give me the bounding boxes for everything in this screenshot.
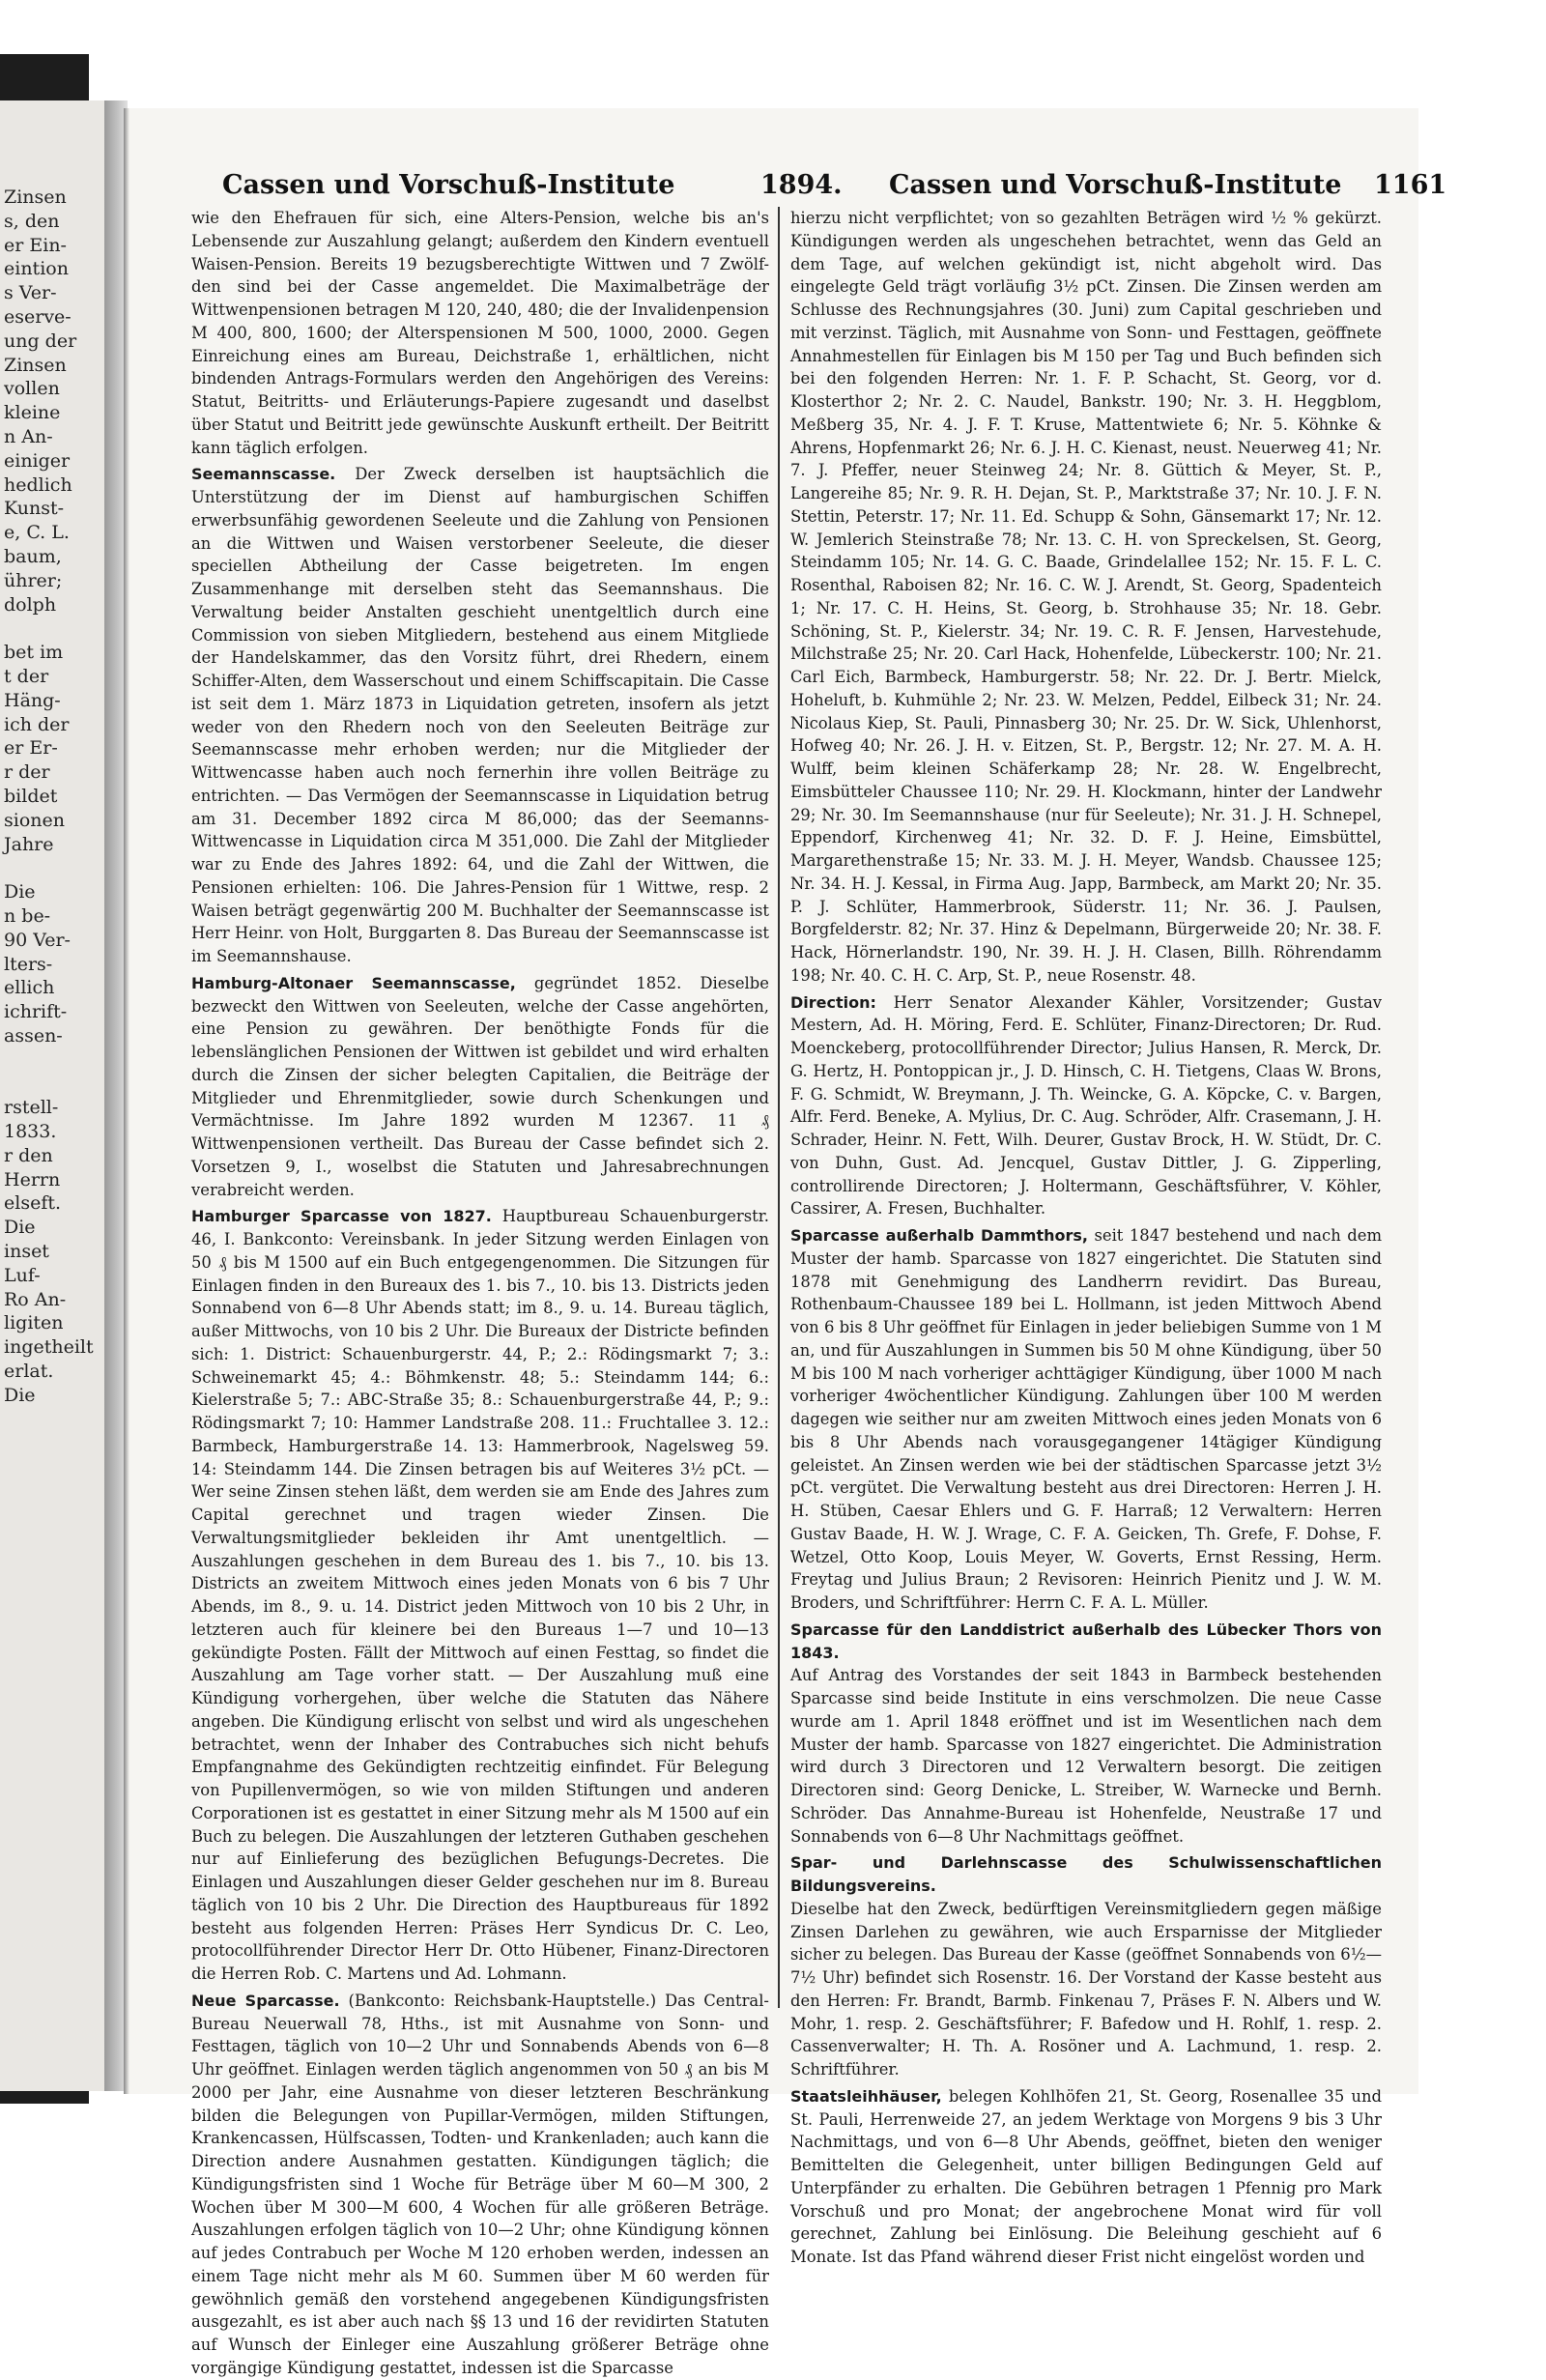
left-fragment-line: Die <box>4 1384 36 1406</box>
left-fragment-line: Kunst- <box>4 498 65 520</box>
left-fragment-line: ührer; <box>4 569 63 591</box>
article-paragraph <box>790 2085 1382 2269</box>
article-body: Hauptbureau Schauenburgerstr. 46, I. Bankconto: Vereinsbank. In jeder Sitzung werden Einlagen von 50 ₰ bis M 1500 auf ein Buch entgegengenommen. Die Sitzungen für Einlagen finden in den Bureaux des 1. bis 7., 10. bis 13. Districts jeden Sonnabend von 6—8 Uhr Abends statt; im 8., 9. u. 14. Bureau täglich, außer Mittwochs, von 10 bis 2 Uhr. Die Bureaux der Districte befinden sich: 1. District: Schauenburgerstr. 44, P.; 2.: Rödingsmarkt 7; 3.: Schweinemarkt 45; 4.: Böhmkenstr. 48; 5.: Steindamm 144; 6.: Kielerstraße 5; 7.: ABC-Straße 35; 8.: Schauenburgerstraße 44, P.; 9.: Rödingsmarkt 7; 10: Hammer Landstraße 208. 11.: Fruchtallee 3. 12.: Barmbeck, Hamburgerstraße 14. 13: Hammerbrook, Nagelsweg 59. 14: Steindamm 144. Die Zinsen betragen bis auf Weiteres 3½ pCt. — Wer seine Zinsen stehen läßt, dem werden sie am Ende des Jahres zum Capital gerechnet und tragen wieder Zinsen. Die Verwaltungsmitglieder bekleiden ihr Amt unentgeltlich. — Auszahlungen geschehen in dem Bureau des 1. bis 7., 10. bis 13. Districts an zweitem Mittwoch eines jeden Monats von 6 bis 7 Uhr Abends, im 8., 9. u. 14. District jeden Mittwoch von 10 bis 2 Uhr, in letzteren auch für kleinere bei den Bureaus 1—7 und 10—13 gekündigte Posten. Fällt der Mittwoch auf einen Festtag, so findet die Auszahlung am Tage vorher statt. — Der Auszahlung muß eine Kündigung vorhergehen, über welche die Statuten das Nähere angeben. Die Kündigung erlischt von selbst und wird als ungeschehen betrachtet, wenn der Inhaber des Contrabuches sich nicht behufs Empfangnahme des Gekündigten rechtzeitig einfindet. Für Belegung von Pupillenvermögen, so wie von milden Stiftungen und anderen Corporationen ist es gestattet in einer Sitzung mehr als M 1500 auf ein Buch zu belegen. Die Auszahlungen der letzteren Guthaben geschehen nur auf Einlieferung des bezüglichen Befugungs-Decretes. Die Einlagen und Auszahlungen dieser Gelder geschehen nur im 8. Bureau täglich von 10 bis 2 Uhr. Die Direction des Hauptbureaus für 1892 besteht aus folgenden Herren: Präses Herr Syndicus Dr. C. Leo, protocollführender Director Herr Dr. Otto Hübener, Finanz-Directoren die Herren Rob. C. Martens und Ad. Lohmann. <box>191 1207 770 1983</box>
article-body: (Bankconto: Reichsbank-Hauptstelle.) Das Central-Bureau Neuerwall 78, Hths., ist mit Ausnahme von Sonn- und Festtagen, täglich von 10—2 Uhr und Sonnabends Abends von 6—8 Uhr geöffnet. Einlagen werden täglich angenommen von 50 ₰ an bis M 2000 per Jahr, eine Ausnahme von dieser letzteren Beschränkung bilden die Belegungen von Pupillar-Vermögen, milden Stiftungen, Krankencassen, Hülfscassen, Todten- und Krankenladen; auch kann die Direction andere Ausnahmen gestatten. Kündigungen täglich; die Kündigungsfristen sind 1 Woche für Beträge über M 60—M 300, 2 Wochen über M 300—M 600, 4 Wochen für alle größeren Beträge. Auszahlungen erfolgen täglich von 10—2 Uhr; ohne Kündigung können auf jedes Contrabuch per Woche M 120 erhoben werden, indessen an einem Tage nicht mehr als M 60. Summen über M 60 werden für gewöhnlich gemäß den vorstehend angegebenen Kündigungsfristen ausgezahlt, es ist aber auch nach §§ 13 und 16 der revidirten Statuten auf Wunsch der Einleger eine Auszahlung größerer Beträge ohne vorgängige Kündigung gestattet, indessen ist die Sparcasse <box>191 1991 769 2377</box>
column-divider <box>778 207 780 2008</box>
article-heading: Seemannscasse. <box>191 465 336 484</box>
left-fragment-line: Ro An- <box>4 1288 67 1310</box>
article-body: Herr Senator Alexander Kähler, Vorsitzender; Gustav Mestern, Ad. H. Möring, Ferd. E. Schlüter, Finanz-Directoren; Dr. Rud. Moenckeberg, protocollführender Director; Julius Hansen, R. Merck, Dr. G. Hertz, H. Pontoppican jr., J. D. Hinsch, C. H. Tietgens, Claas W. Brons, F. G. Schmidt, W. Breymann, J. Th. Weincke, G. A. Köpcke, C. v. Bargen, Alfr. Ferd. Beneke, A. Mylius, Dr. C. Aug. Schröder, Alfr. Crasemann, J. H. Schrader, Heinr. N. Fett, Wilh. Deurer, Gustav Brock, H. W. Stüdt, Dr. C. von Duhn, Gust. Ad. Jencquel, Gustav Dittler, J. G. Zipperling, controllirende Directoren; J. Holtermann, Geschäftsführer, V. Köhler, Cassirer, A. Fresen, Buchhalter. <box>790 992 1382 1219</box>
left-fragment-line: lters- <box>4 953 53 975</box>
left-fragment-line: e, C. L. <box>4 522 70 544</box>
left-fragment-line: er Er- <box>4 737 58 760</box>
left-fragment-line: einiger <box>4 449 71 472</box>
left-fragment-line: ligiten <box>4 1312 64 1334</box>
left-fragment-line: ellich <box>4 977 55 999</box>
left-fragment-line: r den <box>4 1144 53 1166</box>
left-fragment-line: dolph <box>4 593 57 616</box>
article-heading: Hamburger Sparcasse von 1827. <box>191 1207 492 1226</box>
article-body: Auf Antrag des Vorstandes der seit 1843 in Barmbeck bestehenden Sparcasse sind beide Institute in eins verschmolzen. Die neue Casse wurde am 1. April 1848 eröffnet und ist im Wesentlichen nach dem Muster der hamb. Sparcasse von 1827 eingerichtet. Die Administration wird durch 3 Directoren und 12 Verwaltern besorgt. Die zeitigen Directoren sind: Georg Denicke, L. Streiber, W. Warnecke und Bernh. Schröder. Das Annahme-Bureau ist Hohenfelde, Neustraße 17 und Sonnabends von 6—8 Uhr Nachmittags geöffnet. <box>790 1666 1382 1846</box>
article-heading: Sparcasse außerhalb Dammthors, <box>790 1226 1088 1245</box>
article-body: belegen Kohlhöfen 21, St. Georg, Rosenallee 35 und St. Pauli, Herrenweide 27, an jedem Werktage von Morgens 9 bis 3 Uhr Nachmittags, und von 6—8 Uhr Abends, geöffnet, bieten den weniger Bemittelten die Gelegenheit, unter billigen Bedingungen Geld auf Unterpfänder zu erhalten. Die Gebühren betragen 1 Pfennig pro Mark Vorschuß und pro Monat; der angebrochene Monat wird für voll gerechnet, Zahlung bei Einlösung. Die Beleihung geschieht auf 6 Monate. Ist das Pfand während dieser Frist nicht eingelöst worden und <box>790 2086 1383 2266</box>
left-fragment-line: inset <box>4 1241 49 1263</box>
left-fragment-line: Häng- <box>4 689 61 711</box>
left-page-text <box>0 100 104 1408</box>
left-fragment-line: Die <box>4 881 36 903</box>
page-number: 1161 <box>1374 170 1447 200</box>
left-fragment-line: er Ein- <box>4 234 67 256</box>
article-paragraph <box>790 1851 1382 2081</box>
article-heading: Sparcasse für den Landdistrict außerhalb des Lübecker Thors von 1843. <box>790 1620 1382 1662</box>
left-fragment-line <box>4 1072 104 1096</box>
left-fragment-line: s, den <box>4 210 60 232</box>
left-fragment-line: n be- <box>4 904 51 927</box>
left-fragment-line: n An- <box>4 425 53 447</box>
article-heading: Staatsleihhäuser, <box>790 2086 942 2106</box>
article-paragraph <box>191 1990 769 2380</box>
left-fragment-line: elseft. <box>4 1192 62 1215</box>
left-fragment-line: ichrift- <box>4 1001 68 1023</box>
article-body: gegründet 1852. Dieselbe bezweckt den Wittwen von Seeleuten, welche der Casse angehörten, eine Pension zu gewähren. Der benöthigte Fonds für die lebenslänglichen Pensionen der Wittwen ist gebildet und wird erhalten durch die Zinsen der sicher belegten Capitalien, die Beiträge der Mitglieder und Ehrenmitglieder, sowie durch Schenkungen und Vermächtnisse. Im Jahre 1892 wurden M 12367. 11 ₰ Wittwenpensionen vertheilt. Das Bureau der Casse befindet sich 2. Vorsetzen 9, I., woselbst die Statuten und Jahresabrechnungen verabreicht werden. <box>191 973 769 1199</box>
article-paragraph <box>790 207 1382 988</box>
text-column-right <box>790 207 1383 2266</box>
article-heading: Hamburg-Altonaer Seemannscasse, <box>191 973 516 992</box>
text-column-left <box>191 207 770 2377</box>
left-fragment-line: Zinsen <box>4 186 67 208</box>
article-body: seit 1847 bestehend und nach dem Muster der hamb. Sparcasse von 1827 eingerichtet. Die Statuten sind 1878 mit Genehmigung des Landherrn revidirt. Das Bureau, Rothenbaum-Chaussee 189 bei L. Hollmann, ist jeden Mittwoch Abend von 6 bis 8 Uhr geöffnet für Einlagen in jeder beliebigen Summe von 1 M an, und für Auszahlungen in Summen bis 50 M ohne Kündigung, über 50 M bis 100 M nach vorheriger achttägiger Kündigung, über 1000 M nach vorheriger 4wöchentlicher Kündigung. Zahlungen über 100 M werden dagegen wie seither nur am zweiten Mittwoch eines jeden Monats von 6 bis 8 Uhr Abends nach vorausgegangener 14tägiger Kündigung geleistet. An Zinsen werden wie bei der städtischen Sparcasse jetzt 3½ pCt. vergütet. Die Verwaltung besteht aus drei Directoren: Herren J. H. H. Stüben, Caesar Ehlers und G. F. Harraß; 12 Verwaltern: Herren Gustav Baade, H. W. J. Wrage, C. F. A. Geicken, Th. Grefe, F. Dohse, F. Wetzel, Otto Koop, Louis Meyer, W. Goverts, Ernst Ressing, Herm. Freytag und Julius Braun; 2 Revisoren: Heinrich Pienitz und J. W. M. Broders, und Schriftführer: Herrn C. F. A. L. Müller. <box>790 1226 1382 1612</box>
left-fragment-line: ich der <box>4 713 70 735</box>
left-fragment-line: kleine <box>4 402 61 424</box>
left-fragment-line <box>4 617 104 641</box>
article-heading: Neue Sparcasse. <box>191 1991 340 2010</box>
left-fragment-line <box>4 856 104 880</box>
article-paragraph <box>790 1619 1382 1849</box>
article-paragraph <box>191 1205 769 1986</box>
article-body: Dieselbe hat den Zweck, bedürftigen Vereinsmitgliedern gegen mäßige Zinsen Darlehen zu gewähren, wie auch Ersparnisse der Mitglieder sicher zu belegen. Das Bureau der Kasse (geöffnet Sonnabends von 6½—7½ Uhr) befindet sich Rosenstr. 16. Der Vorstand der Kasse besteht aus den Herren: Fr. Brandt, Barmb. Finkenau 7, Präses F. N. Albers und W. Mohr, 1. resp. 2. Geschäftsführer; F. Bafedow und H. Rohlf, 1. resp. 2. Cassenverwalter; H. Th. A. Rosöner und A. Lachmund, 1. resp. 2. Schriftführer. <box>790 1899 1382 2079</box>
article-heading: Spar- und Darlehnscasse des Schulwissenschaftlichen Bildungsvereins. <box>790 1853 1382 1895</box>
left-fragment-line: 90 Ver- <box>4 929 71 951</box>
left-fragment-line: ingetheilt <box>4 1336 94 1359</box>
left-fragment-line: Zinsen <box>4 354 67 376</box>
left-fragment-line: Die <box>4 1217 36 1239</box>
left-fragment-line: bet im <box>4 642 64 664</box>
header-year: 1894. <box>760 170 843 200</box>
left-fragment-line <box>4 1048 104 1073</box>
running-header <box>193 170 1447 209</box>
left-fragment-line: Herrn <box>4 1168 61 1190</box>
left-fragment-line: bildet <box>4 785 58 807</box>
article-paragraph <box>191 207 769 459</box>
left-fragment-line: Luf- <box>4 1264 41 1286</box>
left-fragment-line: Jahre <box>4 833 54 855</box>
article-paragraph <box>191 463 769 968</box>
left-fragment-line: t der <box>4 665 49 687</box>
left-fragment-line: ung der <box>4 330 77 352</box>
left-fragment-line: sionen <box>4 809 65 831</box>
left-fragment-line: baum, <box>4 545 62 567</box>
article-body: hierzu nicht verpflichtet; von so gezahlten Beträgen wird ½ % gekürzt. Kündigungen werden als ungeschehen betrachtet, wenn das Geld an dem Tage, auf welchen gekündigt ist, nicht abgeholt wird. Das eingelegte Geld trägt vorläufig 3½ pCt. Zinsen. Die Zinsen werden am Schlusse des Rechnungsjahres (30. Juni) zum Capital geschrieben und mit verzinst. Täglich, mit Ausnahme von Sonn- und Festtagen, geöffnete Annahmestellen für Einlagen bis M 150 per Tag und Buch befinden sich bei den folgenden Herren: Nr. 1. F. P. Schacht, St. Georg, vor d. Klosterthor 2; Nr. 2. C. Naudel, Bankstr. 190; Nr. 3. H. Heggblom, Meßberg 35, Nr. 4. J. F. T. Kruse, Mattentwiete 6; Nr. 5. Köhnke & Ahrens, Hopfenmarkt 26; Nr. 6. J. H. C. Kienast, neust. Neuerweg 41; Nr. 7. J. Pfeffer, neuer Steinweg 24; Nr. 8. Güttich & Meyer, St. P., Langereihe 85; Nr. 9. R. H. Dejan, St. P., Marktstraße 37; Nr. 10. J. F. N. Stettin, Peterstr. 17; Nr. 11. Ed. Schupp & Sohn, Gänsemarkt 17; Nr. 12. W. Jemlerich Steinstraße 78; Nr. 13. C. H. von Spreckelsen, St. Georg, Steindamm 105; Nr. 14. G. C. Baade, Grindelallee 152; Nr. 15. F. L. C. Rosenthal, Raboisen 82; Nr. 16. C. W. J. Arendt, St. Georg, Spadenteich 1; Nr. 17. C. H. Heins, St. Georg, b. Strohhause 35; Nr. 18. Gebr. Schöning, St. P., Kielerstr. 34; Nr. 19. C. R. F. Jensen, Harvestehude, Milchstraße 25; Nr. 20. Carl Hack, Hohenfelde, Lübeckerstr. 100; Nr. 21. Carl Eich, Barmbeck, Hamburgerstr. 58; Nr. 22. Dr. J. Bertr. Mielck, Hoheluft, b. Kuhmühle 2; Nr. 23. W. Melzen, Peddel, Eilbeck 31; Nr. 24. Nicolaus Kiep, St. Pauli, Pinnasberg 30; Nr. 25. Dr. W. Sick, Uhlenhorst, Hofweg 40; Nr. 26. J. H. v. Eitzen, St. P., Bergstr. 12; Nr. 27. M. A. H. Wulff, beim kleinen Schäferkamp 28; Nr. 28. W. Engelbrecht, Eimsbütteler Chaussee 110; Nr. 29. H. Klockmann, hinter der Landwehr 29; Nr. 30. Im Seemannshause (nur für Seeleute); Nr. 31. J. H. Schnepel, Eppendorf, Kirchenweg 41; Nr. 32. D. F. J. Heine, Eimsbüttel, Margarethenstraße 15; Nr. 33. M. J. H. Meyer, Wandsb. Chaussee 125; Nr. 34. H. J. Kessal, in Firma Aug. Japp, Barmbeck, am Markt 20; Nr. 35. P. J. Schlüter, Hammerbrook, Süderstr. 11; Nr. 36. J. Paulsen, Borgfelderstr. 82; Nr. 37. Hinz & Depelmann, Bürgerweide 20; Nr. 38. F. Hack, Hörnerlandstr. 190, Nr. 39. H. J. H. Clasen, Billh. Röhrendamm 198; Nr. 40. C. H. C. Arp, St. P., neue Rosenstr. 48. <box>790 209 1382 985</box>
article-paragraph <box>191 972 769 1202</box>
left-fragment-line: erlat. <box>4 1361 54 1383</box>
left-fragment-line: eintion <box>4 258 69 280</box>
article-heading: Direction: <box>790 992 876 1012</box>
left-fragment-line: 1833. <box>4 1121 57 1143</box>
left-fragment-line: assen- <box>4 1024 63 1047</box>
left-fragment-line: rstell- <box>4 1097 59 1119</box>
header-right-title: Cassen und Vorschuß-Institute <box>889 170 1342 200</box>
article-body: wie den Ehefrauen für sich, eine Alters-Pension, welche bis an's Lebensende zur Auszahlung gelangt; außerdem den Kindern eventuell Waisen-Pension. Bereits 19 bezugsberechtigte Wittwen und 7 Zwölf-den sind bei der Casse angemeldet. Die Maximalbeträge der Wittwenpensionen betragen M 120, 240, 480; die der Invalidenpension M 400, 800, 1600; der Alterspensionen M 500, 1000, 2000. Gegen Einreichung eines am Bureau, Deichstraße 1, erhältlichen, nicht bindenden Antrags-Formulars werden den Angehörigen des Vereins: Statut, Beitritts- und Erläuterungs-Papiere zugesandt und daselbst über Statut und Beitritt jede gewünschte Auskunft ertheilt. Der Beitritt kann täglich erfolgen. <box>191 209 769 457</box>
left-fragment-line: vollen <box>4 378 60 400</box>
article-body: Der Zweck derselben ist hauptsächlich die Unterstützung der im Dienst auf hamburgischen Schiffen erwerbsunfähig gewordenen Seeleute und die Zahlung von Pensionen an die Wittwen und Waisen verstorbener Seeleute, die dieser speciellen Abtheilung der Casse beigetreten. Im engen Zusammenhange mit derselben steht das Seemannshaus. Die Verwaltung beider Anstalten geschieht unentgeltlich durch eine Commission von sieben Mitgliedern, bestehend aus einem Mitgliede der Handelskammer, das den Vorsitz führt, drei Rhedern, einem Schiffer-Alten, dem Wasserschout und einem Schiffscapitain. Die Casse ist seit dem 1. März 1873 in Liquidation getreten, insofern als jetzt weder von den Rhedern noch von den Seeleuten Beiträge zur Seemannscasse mehr erhoben werden; nur die Mitglieder der Wittwencasse haben auch noch fernerhin ihre vollen Beiträge zu entrichten. — Das Vermögen der Seemannscasse in Liquidation betrug am 31. December 1892 circa M 86,000; das der Seemanns-Wittwencasse in Liquidation circa M 351,000. Die Zahl der Mitglieder war zu Ende des Jahres 1892: 64, und die Zahl der Wittwen, die Pensionen erhielten: 106. Die Jahres-Pension für 1 Wittwe, resp. 2 Waisen beträgt gegenwärtig 200 M. Buchhalter der Seemannscasse ist Herr Heinr. von Holt, Burggarten 8. Das Bureau der Seemannscasse ist im Seemannshause. <box>191 465 769 965</box>
article-paragraph <box>790 1224 1382 1615</box>
article-paragraph <box>790 991 1382 1221</box>
left-fragment-line: hedlich <box>4 473 72 496</box>
left-page-fragment <box>0 100 104 2091</box>
left-fragment-line: r der <box>4 761 50 784</box>
page-crease <box>124 108 129 2094</box>
left-fragment-line: eserve- <box>4 305 72 328</box>
left-fragment-line: s Ver- <box>4 282 57 304</box>
header-left-title: Cassen und Vorschuß-Institute <box>222 170 675 200</box>
